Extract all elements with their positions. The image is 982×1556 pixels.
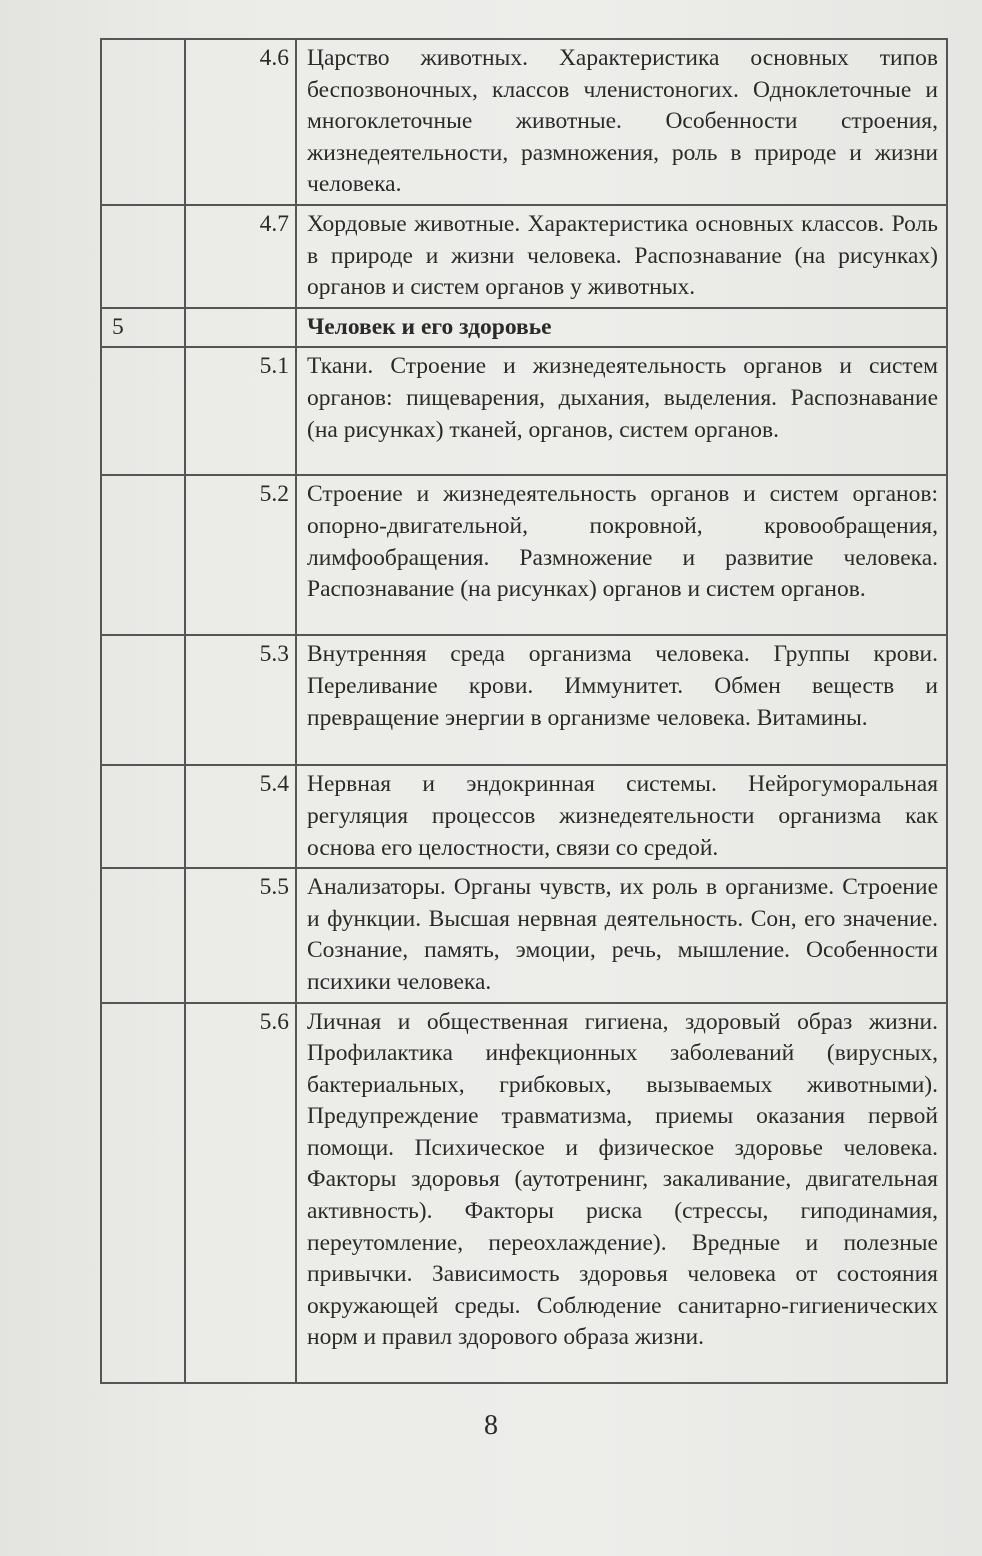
section-cell: [101, 868, 185, 1002]
topic-number: 5.3: [185, 635, 296, 765]
topic-number: 5.2: [185, 475, 296, 635]
topic-number: 5.5: [185, 868, 296, 1002]
table-row: [101, 1003, 947, 1383]
table-row: [101, 39, 947, 205]
topic-text: Царство животных. Характеристика основных типов беспозвоночных, классов членистоногих. Одноклеточные и многоклеточные животные. Особенности строения, жизнедеятельности, размножения, роль в природе и жизни человека.: [296, 39, 947, 205]
page-number: 8: [484, 1410, 498, 1441]
topic-number: 4.7: [185, 205, 296, 308]
table-row: [101, 205, 947, 308]
topic-text: Строение и жизнедеятельность органов и систем органов: опорно-двигательной, покровной, кровообращения, лимфообращения. Размножение и развитие человека. Распознавание (на рисунках) органов и систем органов.: [296, 475, 947, 635]
topic-text: Анализаторы. Органы чувств, их роль в организме. Строение и функции. Высшая нервная деятельность. Сон, его значение. Сознание, память, эмоции, речь, мышление. Особенности психики человека.: [296, 868, 947, 1002]
topic-number: 4.6: [185, 39, 296, 205]
topic-number: 5.4: [185, 765, 296, 868]
curriculum-table: [100, 38, 948, 1384]
section-cell: [101, 635, 185, 765]
section-number: 5: [101, 308, 185, 348]
section-cell: [101, 39, 185, 205]
section-cell: [101, 475, 185, 635]
table-row: [101, 635, 947, 765]
table-row: [101, 347, 947, 475]
topic-text: Личная и общественная гигиена, здоровый образ жизни. Профилактика инфекционных заболеваний (вирусных, бактериальных, грибковых, вызываемых животными). Предупреждение травматизма, приемы оказания первой помощи. Психическое и физическое здоровье человека. Факторы здоровья (аутотренинг, закаливание, двигательная активность). Факторы риска (стрессы, гиподинамия, переутомление, переохлаждение). Вредные и полезные привычки. Зависимость здоровья человека от состояния окружающей среды. Соблюдение санитарно-гигиенических норм и правил здорового образа жизни.: [296, 1003, 947, 1383]
section-cell: [101, 765, 185, 868]
table-row: [101, 475, 947, 635]
topic-text: Хордовые животные. Характеристика основных классов. Роль в природе и жизни человека. Распознавание (на рисунках) органов и систем органов у животных.: [296, 205, 947, 308]
table-row: [101, 868, 947, 1002]
section-row: [101, 308, 947, 348]
topic-number: 5.6: [185, 1003, 296, 1383]
table-row: [101, 765, 947, 868]
section-cell: [101, 347, 185, 475]
topic-text: Ткани. Строение и жизнедеятельность органов и систем органов: пищеварения, дыхания, выделения. Распознавание (на рисунках) тканей, органов, систем органов.: [296, 347, 947, 475]
topic-number: 5.1: [185, 347, 296, 475]
section-cell: [101, 1003, 185, 1383]
section-cell: [101, 205, 185, 308]
topic-number-empty: [185, 308, 296, 348]
topic-text: Внутренняя среда организма человека. Группы крови. Переливание крови. Иммунитет. Обмен веществ и превращение энергии в организме человека. Витамины.: [296, 635, 947, 765]
topic-text: Нервная и эндокринная системы. Нейрогуморальная регуляция процессов жизнедеятельности организма как основа его целостности, связи со средой.: [296, 765, 947, 868]
section-title: Человек и его здоровье: [296, 308, 947, 348]
